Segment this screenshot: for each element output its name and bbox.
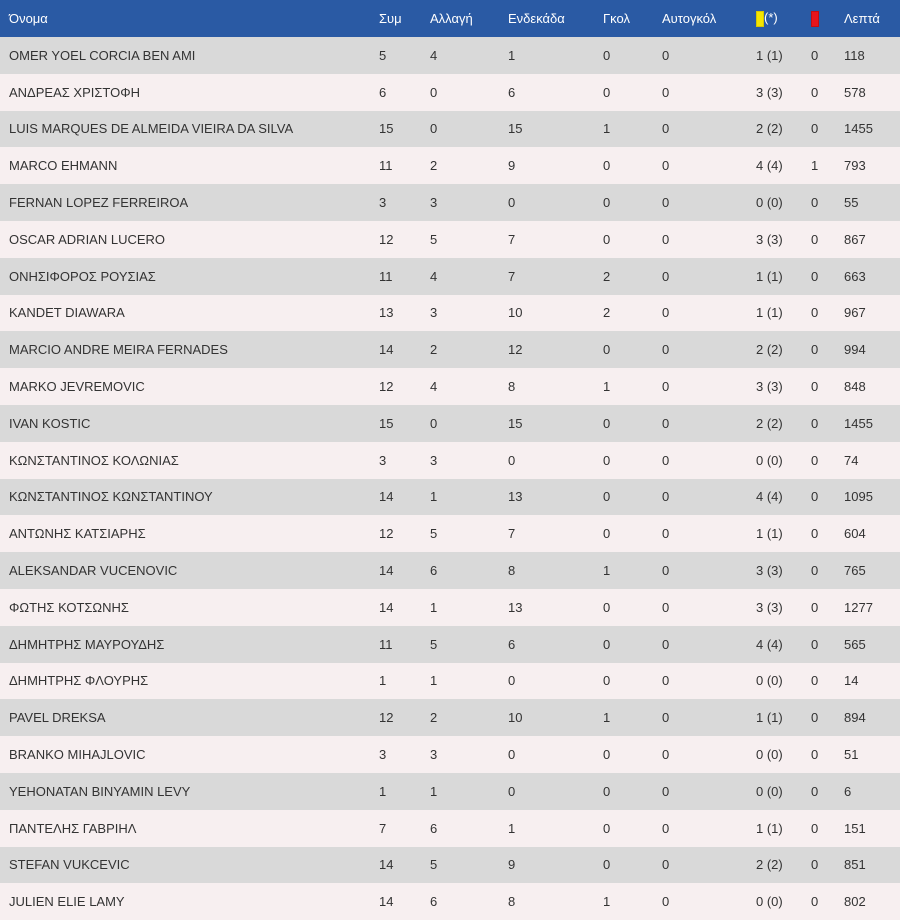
cell-starts: 0 — [508, 195, 516, 211]
cell-red-cards: 0 — [811, 121, 819, 137]
cell-goals: 0 — [603, 636, 611, 652]
cell-goals: 1 — [603, 710, 611, 726]
cell-red-cards: 0 — [811, 894, 819, 910]
cell-own-goals: 0 — [662, 84, 670, 100]
table-row[interactable] — [0, 37, 900, 74]
cell-own-goals: 0 — [662, 636, 670, 652]
cell-name: OMER YOEL CORCIA BEN AMI — [9, 47, 196, 63]
cell-name: STEFAN VUKCEVIC — [9, 857, 130, 873]
cell-starts: 0 — [508, 452, 516, 468]
cell-minutes: 604 — [844, 526, 866, 542]
yellow-card-suffix: (*) — [764, 10, 778, 26]
cell-red-cards: 0 — [811, 342, 819, 358]
cell-apps: 3 — [379, 747, 387, 763]
cell-starts: 0 — [508, 747, 516, 763]
cell-subs: 0 — [430, 121, 438, 137]
cell-yellow-cards: 1 (1) — [756, 47, 783, 63]
cell-apps: 14 — [379, 342, 394, 358]
cell-own-goals: 0 — [662, 379, 670, 395]
cell-subs: 4 — [430, 268, 438, 284]
cell-goals: 0 — [603, 489, 611, 505]
cell-apps: 12 — [379, 231, 394, 247]
cell-minutes: 74 — [844, 452, 859, 468]
table-row[interactable] — [0, 515, 900, 552]
table-row[interactable] — [0, 184, 900, 221]
cell-goals: 2 — [603, 305, 611, 321]
table-row[interactable] — [0, 221, 900, 258]
cell-goals: 0 — [603, 526, 611, 542]
cell-minutes: 802 — [844, 894, 866, 910]
cell-goals: 2 — [603, 268, 611, 284]
cell-goals: 0 — [603, 747, 611, 763]
cell-starts: 15 — [508, 121, 523, 137]
cell-own-goals: 0 — [662, 231, 670, 247]
cell-yellow-cards: 1 (1) — [756, 305, 783, 321]
table-row[interactable] — [0, 111, 900, 148]
cell-subs: 1 — [430, 673, 438, 689]
cell-red-cards: 0 — [811, 599, 819, 615]
cell-starts: 8 — [508, 563, 516, 579]
cell-own-goals: 0 — [662, 121, 670, 137]
cell-apps: 12 — [379, 379, 394, 395]
col-header-minutes[interactable]: Λεπτά — [844, 11, 880, 26]
cell-apps: 3 — [379, 452, 387, 468]
cell-yellow-cards: 2 (2) — [756, 415, 783, 431]
table-row[interactable] — [0, 331, 900, 368]
cell-own-goals: 0 — [662, 452, 670, 468]
cell-yellow-cards: 2 (2) — [756, 121, 783, 137]
cell-red-cards: 0 — [811, 563, 819, 579]
cell-yellow-cards: 3 (3) — [756, 84, 783, 100]
cell-subs: 0 — [430, 415, 438, 431]
cell-own-goals: 0 — [662, 783, 670, 799]
cell-starts: 0 — [508, 783, 516, 799]
cell-subs: 5 — [430, 636, 438, 652]
cell-subs: 1 — [430, 489, 438, 505]
col-header-starts[interactable]: Ενδεκάδα — [508, 11, 565, 26]
cell-apps: 1 — [379, 673, 387, 689]
yellow-card-icon — [756, 11, 764, 27]
cell-subs: 4 — [430, 379, 438, 395]
cell-own-goals: 0 — [662, 415, 670, 431]
cell-red-cards: 0 — [811, 231, 819, 247]
table-row[interactable] — [0, 74, 900, 111]
cell-minutes: 55 — [844, 195, 859, 211]
cell-apps: 5 — [379, 47, 387, 63]
cell-goals: 1 — [603, 563, 611, 579]
cell-starts: 7 — [508, 231, 516, 247]
cell-name: ΟΝΗΣΙΦΟΡΟΣ ΡΟΥΣΙΑΣ — [9, 268, 156, 284]
col-header-own-goals[interactable]: Αυτογκόλ — [662, 11, 717, 26]
col-header-red-cards[interactable] — [811, 0, 844, 37]
cell-starts: 13 — [508, 599, 523, 615]
cell-starts: 8 — [508, 379, 516, 395]
cell-yellow-cards: 1 (1) — [756, 710, 783, 726]
cell-yellow-cards: 0 (0) — [756, 195, 783, 211]
cell-name: PAVEL DREKSA — [9, 710, 106, 726]
cell-own-goals: 0 — [662, 526, 670, 542]
cell-apps: 11 — [379, 158, 393, 174]
cell-minutes: 848 — [844, 379, 866, 395]
cell-apps: 11 — [379, 636, 393, 652]
cell-red-cards: 0 — [811, 47, 819, 63]
cell-yellow-cards: 1 (1) — [756, 526, 783, 542]
cell-goals: 0 — [603, 342, 611, 358]
col-header-yellow-cards[interactable] — [756, 0, 811, 37]
cell-red-cards: 0 — [811, 710, 819, 726]
cell-minutes: 793 — [844, 158, 866, 174]
cell-minutes: 565 — [844, 636, 866, 652]
cell-goals: 1 — [603, 379, 611, 395]
cell-apps: 14 — [379, 894, 394, 910]
cell-red-cards: 0 — [811, 820, 819, 836]
cell-goals: 0 — [603, 452, 611, 468]
cell-subs: 6 — [430, 563, 438, 579]
cell-apps: 12 — [379, 526, 394, 542]
cell-yellow-cards: 4 (4) — [756, 489, 783, 505]
cell-red-cards: 0 — [811, 268, 819, 284]
cell-starts: 6 — [508, 636, 516, 652]
table-row[interactable] — [0, 552, 900, 589]
cell-red-cards: 1 — [811, 158, 819, 174]
cell-minutes: 578 — [844, 84, 866, 100]
cell-subs: 5 — [430, 526, 438, 542]
cell-starts: 7 — [508, 268, 516, 284]
cell-apps: 12 — [379, 710, 394, 726]
col-header-apps[interactable]: Συμ — [379, 11, 402, 26]
cell-red-cards: 0 — [811, 195, 819, 211]
cell-goals: 0 — [603, 231, 611, 247]
cell-starts: 6 — [508, 84, 516, 100]
cell-goals: 0 — [603, 195, 611, 211]
cell-subs: 6 — [430, 820, 438, 836]
table-row[interactable] — [0, 810, 900, 847]
cell-name: MARCO EHMANN — [9, 158, 118, 174]
cell-name: ALEKSANDAR VUCENOVIC — [9, 563, 178, 579]
cell-own-goals: 0 — [662, 195, 670, 211]
cell-own-goals: 0 — [662, 710, 670, 726]
cell-name: MARKO JEVREMOVIC — [9, 379, 145, 395]
cell-own-goals: 0 — [662, 857, 670, 873]
cell-name: FERNAN LOPEZ FERREIROA — [9, 195, 189, 211]
cell-goals: 0 — [603, 415, 611, 431]
cell-own-goals: 0 — [662, 158, 670, 174]
cell-goals: 0 — [603, 47, 611, 63]
table-row[interactable] — [0, 442, 900, 479]
cell-yellow-cards: 0 (0) — [756, 673, 783, 689]
cell-name: ΠΑΝΤΕΛΗΣ ΓΑΒΡΙΗΛ — [9, 820, 137, 836]
cell-subs: 0 — [430, 84, 438, 100]
cell-name: ΚΩΝΣΤΑΝΤΙΝΟΣ ΚΟΛΩΝΙΑΣ — [9, 452, 179, 468]
col-header-subs[interactable]: Αλλαγή — [430, 11, 473, 26]
cell-subs: 2 — [430, 342, 438, 358]
cell-apps: 15 — [379, 415, 394, 431]
cell-yellow-cards: 3 (3) — [756, 379, 783, 395]
cell-goals: 0 — [603, 783, 611, 799]
cell-goals: 0 — [603, 158, 611, 174]
cell-minutes: 663 — [844, 268, 866, 284]
table-row[interactable] — [0, 295, 900, 332]
cell-yellow-cards: 4 (4) — [756, 636, 783, 652]
cell-name: ΔΗΜΗΤΡΗΣ ΜΑΥΡΟΥΔΗΣ — [9, 636, 165, 652]
cell-yellow-cards: 2 (2) — [756, 342, 783, 358]
cell-apps: 13 — [379, 305, 394, 321]
cell-minutes: 894 — [844, 710, 866, 726]
cell-own-goals: 0 — [662, 894, 670, 910]
cell-starts: 1 — [508, 820, 516, 836]
table-row[interactable] — [0, 663, 900, 700]
cell-red-cards: 0 — [811, 489, 819, 505]
cell-apps: 15 — [379, 121, 394, 137]
table-row[interactable] — [0, 258, 900, 295]
cell-subs: 1 — [430, 599, 438, 615]
cell-minutes: 6 — [844, 783, 852, 799]
cell-yellow-cards: 3 (3) — [756, 599, 783, 615]
cell-goals: 1 — [603, 121, 611, 137]
cell-subs: 5 — [430, 857, 438, 873]
cell-name: ΑΝΔΡΕΑΣ ΧΡΙΣΤΟΦΗ — [9, 84, 140, 100]
cell-yellow-cards: 1 (1) — [756, 268, 783, 284]
cell-minutes: 51 — [844, 747, 859, 763]
col-header-name[interactable]: Όνομα — [9, 11, 48, 26]
cell-own-goals: 0 — [662, 489, 670, 505]
cell-starts: 8 — [508, 894, 516, 910]
cell-red-cards: 0 — [811, 526, 819, 542]
table-row[interactable] — [0, 147, 900, 184]
cell-minutes: 1277 — [844, 599, 873, 615]
cell-name: JULIEN ELIE LAMY — [9, 894, 125, 910]
cell-minutes: 967 — [844, 305, 866, 321]
cell-subs: 5 — [430, 231, 438, 247]
cell-name: IVAN KOSTIC — [9, 415, 91, 431]
cell-red-cards: 0 — [811, 379, 819, 395]
cell-red-cards: 0 — [811, 747, 819, 763]
cell-subs: 3 — [430, 747, 438, 763]
cell-name: ΔΗΜΗΤΡΗΣ ΦΛΟΥΡΗΣ — [9, 673, 149, 689]
cell-minutes: 151 — [844, 820, 866, 836]
table-row[interactable] — [0, 883, 900, 920]
table-row[interactable] — [0, 773, 900, 810]
table-row[interactable] — [0, 736, 900, 773]
cell-yellow-cards: 1 (1) — [756, 820, 783, 836]
cell-red-cards: 0 — [811, 415, 819, 431]
cell-yellow-cards: 2 (2) — [756, 857, 783, 873]
table-header-row — [0, 0, 900, 37]
cell-yellow-cards: 0 (0) — [756, 783, 783, 799]
cell-red-cards: 0 — [811, 673, 819, 689]
cell-goals: 0 — [603, 84, 611, 100]
cell-goals: 1 — [603, 894, 611, 910]
cell-starts: 1 — [508, 47, 516, 63]
cell-apps: 7 — [379, 820, 387, 836]
cell-subs: 3 — [430, 305, 438, 321]
cell-apps: 14 — [379, 563, 394, 579]
cell-name: MARCIO ANDRE MEIRA FERNADES — [9, 342, 228, 358]
col-header-goals[interactable]: Γκολ — [603, 11, 630, 26]
cell-apps: 1 — [379, 783, 387, 799]
cell-starts: 10 — [508, 305, 523, 321]
cell-own-goals: 0 — [662, 747, 670, 763]
table-row[interactable] — [0, 626, 900, 663]
cell-yellow-cards: 3 (3) — [756, 563, 783, 579]
cell-red-cards: 0 — [811, 636, 819, 652]
cell-own-goals: 0 — [662, 268, 670, 284]
cell-subs: 3 — [430, 452, 438, 468]
cell-own-goals: 0 — [662, 563, 670, 579]
cell-starts: 12 — [508, 342, 523, 358]
cell-subs: 1 — [430, 783, 438, 799]
cell-own-goals: 0 — [662, 673, 670, 689]
cell-name: BRANKO MIHAJLOVIC — [9, 747, 146, 763]
cell-goals: 0 — [603, 820, 611, 836]
cell-yellow-cards: 3 (3) — [756, 231, 783, 247]
table-row[interactable] — [0, 847, 900, 884]
cell-minutes: 14 — [844, 673, 859, 689]
cell-starts: 13 — [508, 489, 523, 505]
cell-own-goals: 0 — [662, 820, 670, 836]
table-row[interactable] — [0, 368, 900, 405]
cell-goals: 0 — [603, 673, 611, 689]
cell-yellow-cards: 0 (0) — [756, 452, 783, 468]
cell-starts: 7 — [508, 526, 516, 542]
cell-subs: 6 — [430, 894, 438, 910]
cell-subs: 2 — [430, 710, 438, 726]
cell-starts: 9 — [508, 158, 516, 174]
cell-minutes: 851 — [844, 857, 866, 873]
cell-subs: 3 — [430, 195, 438, 211]
cell-yellow-cards: 0 (0) — [756, 894, 783, 910]
cell-own-goals: 0 — [662, 599, 670, 615]
cell-minutes: 765 — [844, 563, 866, 579]
cell-name: LUIS MARQUES DE ALMEIDA VIEIRA DA SILVA — [9, 121, 294, 137]
cell-name: OSCAR ADRIAN LUCERO — [9, 231, 166, 247]
cell-starts: 9 — [508, 857, 516, 873]
cell-apps: 14 — [379, 599, 394, 615]
cell-red-cards: 0 — [811, 305, 819, 321]
cell-apps: 6 — [379, 84, 387, 100]
cell-minutes: 118 — [844, 47, 865, 63]
cell-name: YEHONATAN BINYAMIN LEVY — [9, 783, 191, 799]
cell-minutes: 1095 — [844, 489, 873, 505]
cell-apps: 14 — [379, 857, 394, 873]
cell-starts: 0 — [508, 673, 516, 689]
cell-apps: 3 — [379, 195, 387, 211]
cell-own-goals: 0 — [662, 47, 670, 63]
cell-minutes: 867 — [844, 231, 866, 247]
cell-subs: 4 — [430, 47, 438, 63]
cell-own-goals: 0 — [662, 305, 670, 321]
cell-starts: 10 — [508, 710, 523, 726]
cell-starts: 15 — [508, 415, 523, 431]
table-row[interactable] — [0, 479, 900, 516]
red-card-icon — [811, 11, 819, 27]
cell-minutes: 994 — [844, 342, 866, 358]
table-row[interactable] — [0, 405, 900, 442]
cell-red-cards: 0 — [811, 857, 819, 873]
cell-name: ΦΩΤΗΣ ΚΟΤΣΩΝΗΣ — [9, 599, 129, 615]
cell-goals: 0 — [603, 599, 611, 615]
cell-own-goals: 0 — [662, 342, 670, 358]
cell-red-cards: 0 — [811, 452, 819, 468]
cell-name: ΚΩΝΣΤΑΝΤΙΝΟΣ ΚΩΝΣΤΑΝΤΙΝΟΥ — [9, 489, 213, 505]
cell-name: KANDET DIAWARA — [9, 305, 125, 321]
cell-name: ΑΝΤΩΝΗΣ ΚΑΤΣΙΑΡΗΣ — [9, 526, 146, 542]
cell-yellow-cards: 0 (0) — [756, 747, 783, 763]
cell-minutes: 1455 — [844, 121, 873, 137]
cell-goals: 0 — [603, 857, 611, 873]
cell-red-cards: 0 — [811, 84, 819, 100]
cell-apps: 11 — [379, 268, 393, 284]
table-row[interactable] — [0, 699, 900, 736]
cell-minutes: 1455 — [844, 415, 873, 431]
cell-red-cards: 0 — [811, 783, 819, 799]
table-row[interactable] — [0, 589, 900, 626]
cell-subs: 2 — [430, 158, 438, 174]
cell-apps: 14 — [379, 489, 394, 505]
cell-yellow-cards: 4 (4) — [756, 158, 783, 174]
